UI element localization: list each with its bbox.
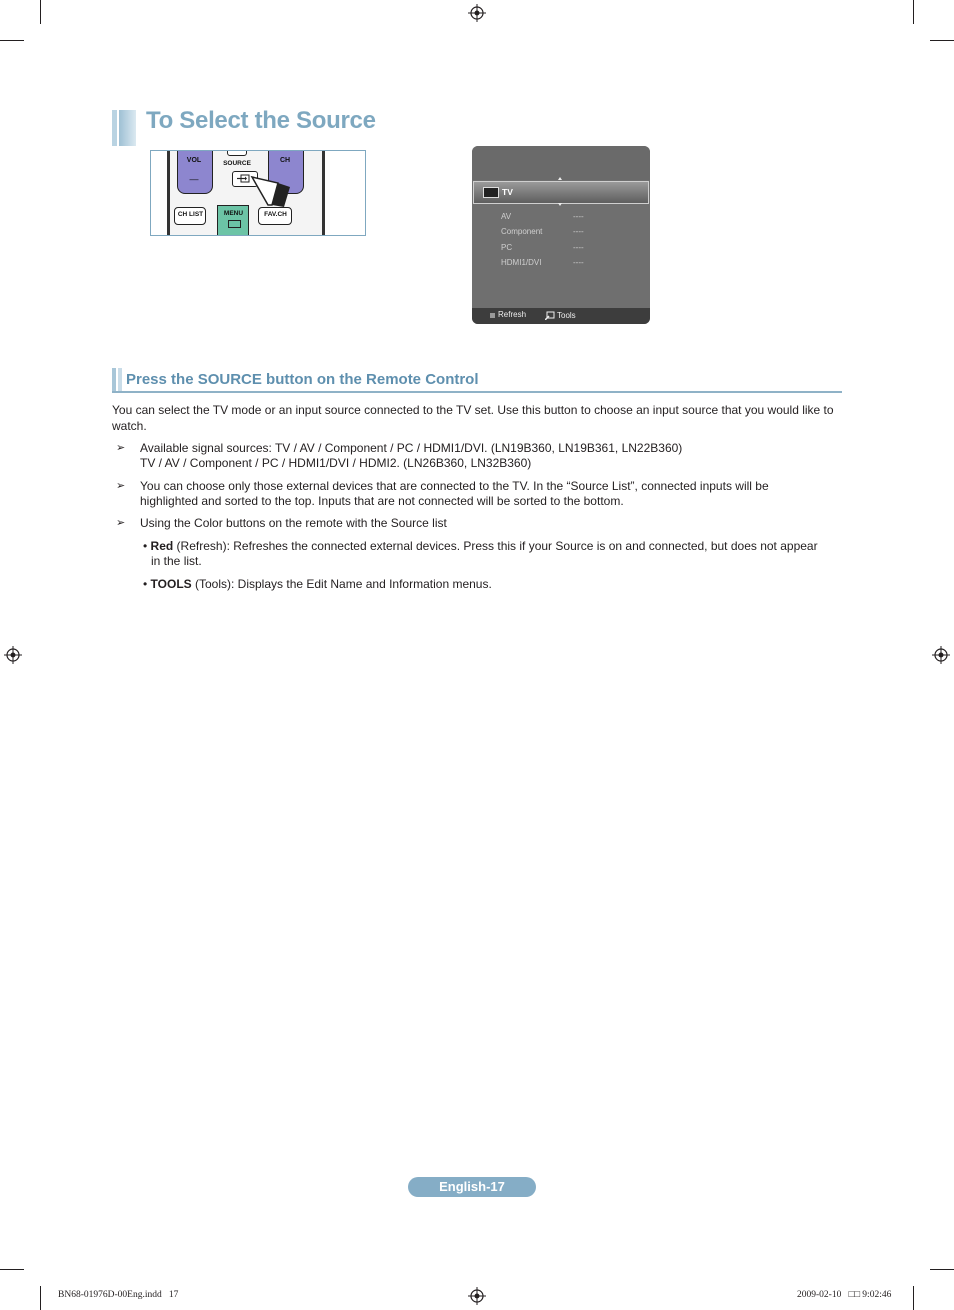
registration-mark-icon	[4, 646, 22, 664]
bullet-text: (Refresh): Refreshes the connected external devices. Press this if your Source is on and connected, but does not appear	[173, 539, 818, 553]
bullet-red: • Red (Refresh): Refreshes the connected external devices. Press this if your Source is on and connected, but does not appear	[143, 539, 818, 553]
remote-body	[167, 150, 325, 236]
slug-filename: BN68-01976D-00Eng.indd 17	[58, 1290, 179, 1300]
crop-mark	[913, 0, 914, 24]
button-above-source	[227, 150, 247, 156]
osd-selected-label: TV	[502, 187, 513, 197]
title-accent-bar	[112, 110, 136, 146]
osd-item-component: Component	[501, 227, 543, 236]
osd-header-area	[472, 146, 650, 180]
fav-ch-label: FAV.CH	[264, 211, 287, 218]
bullet-keyword: TOOLS	[150, 577, 192, 591]
osd-tools-label: Tools	[557, 311, 576, 320]
osd-item-value: ----	[573, 258, 584, 267]
menu-icon	[228, 220, 241, 228]
vol-label: VOL	[186, 157, 202, 164]
bullet-keyword: Red	[150, 539, 174, 553]
tools-icon	[545, 311, 555, 320]
intro-paragraph: You can select the TV mode or an input source connected to the TV set. Use this button to choose an input source that you would like to watch.	[112, 403, 834, 433]
registration-mark-icon	[932, 646, 950, 664]
registration-mark-icon	[468, 1287, 486, 1305]
note-arrow-icon: ➢	[116, 517, 126, 529]
registration-mark-icon	[468, 4, 486, 22]
bullet-text: (Tools): Displays the Edit Name and Information menus.	[191, 577, 492, 591]
crop-mark	[0, 40, 24, 41]
source-label: SOURCE	[223, 160, 251, 167]
crop-mark	[930, 1269, 954, 1270]
note-line: highlighted and sorted to the top. Inputs that are not connected will be sorted to the bottom.	[140, 494, 624, 508]
red-button-icon	[490, 313, 495, 318]
osd-selected-item	[473, 181, 649, 204]
osd-item-hdmi: HDMI1/DVI	[501, 258, 542, 267]
note-line: Using the Color buttons on the remote with the Source list	[140, 516, 447, 530]
crop-mark	[913, 1286, 914, 1310]
ch-list-label: CH LIST	[177, 211, 204, 218]
remote-control-illustration	[150, 150, 366, 236]
section-heading: Press the SOURCE button on the Remote Control	[126, 371, 479, 388]
crop-mark	[40, 1286, 41, 1310]
slug-timestamp: 2009-02-10 □□ 9:02:46	[797, 1290, 892, 1300]
note-arrow-icon: ➢	[116, 442, 126, 454]
note-arrow-icon: ➢	[116, 480, 126, 492]
note-line: You can choose only those external devices that are connected to the TV. In the “Source List”, connected inputs will be	[140, 479, 769, 493]
osd-footer	[472, 308, 650, 324]
osd-item-value: ----	[573, 243, 584, 252]
source-list-screen	[472, 146, 650, 324]
osd-item-av: AV	[501, 212, 512, 221]
section-divider	[112, 391, 842, 393]
bullet-tools: • TOOLS (Tools): Displays the Edit Name and Information menus.	[143, 577, 492, 591]
note-line: TV / AV / Component / PC / HDMI1/DVI / HDMI2. (LN26B360, LN32B360)	[140, 456, 532, 470]
note-line: Available signal sources: TV / AV / Component / PC / HDMI1/DVI. (LN19B360, LN19B361, LN22B360)	[140, 441, 683, 455]
page-title: To Select the Source	[146, 107, 376, 134]
tv-icon	[483, 187, 499, 198]
bullet-text-continued: in the list.	[151, 554, 202, 568]
osd-refresh-label: Refresh	[498, 310, 527, 319]
vol-minus-label: —	[189, 174, 199, 184]
up-arrow-icon	[558, 177, 562, 180]
ch-label: CH	[279, 157, 291, 164]
osd-item-value: ----	[573, 212, 584, 221]
page-number-badge: English-17	[408, 1177, 536, 1197]
menu-label: MENU	[223, 210, 244, 217]
pointing-finger-icon	[250, 173, 298, 207]
down-arrow-icon	[558, 203, 562, 206]
section-accent-bar	[112, 368, 122, 392]
osd-item-pc: PC	[501, 243, 513, 252]
crop-mark	[930, 40, 954, 41]
osd-item-value: ----	[573, 227, 584, 236]
crop-mark	[40, 0, 41, 24]
crop-mark	[0, 1269, 24, 1270]
